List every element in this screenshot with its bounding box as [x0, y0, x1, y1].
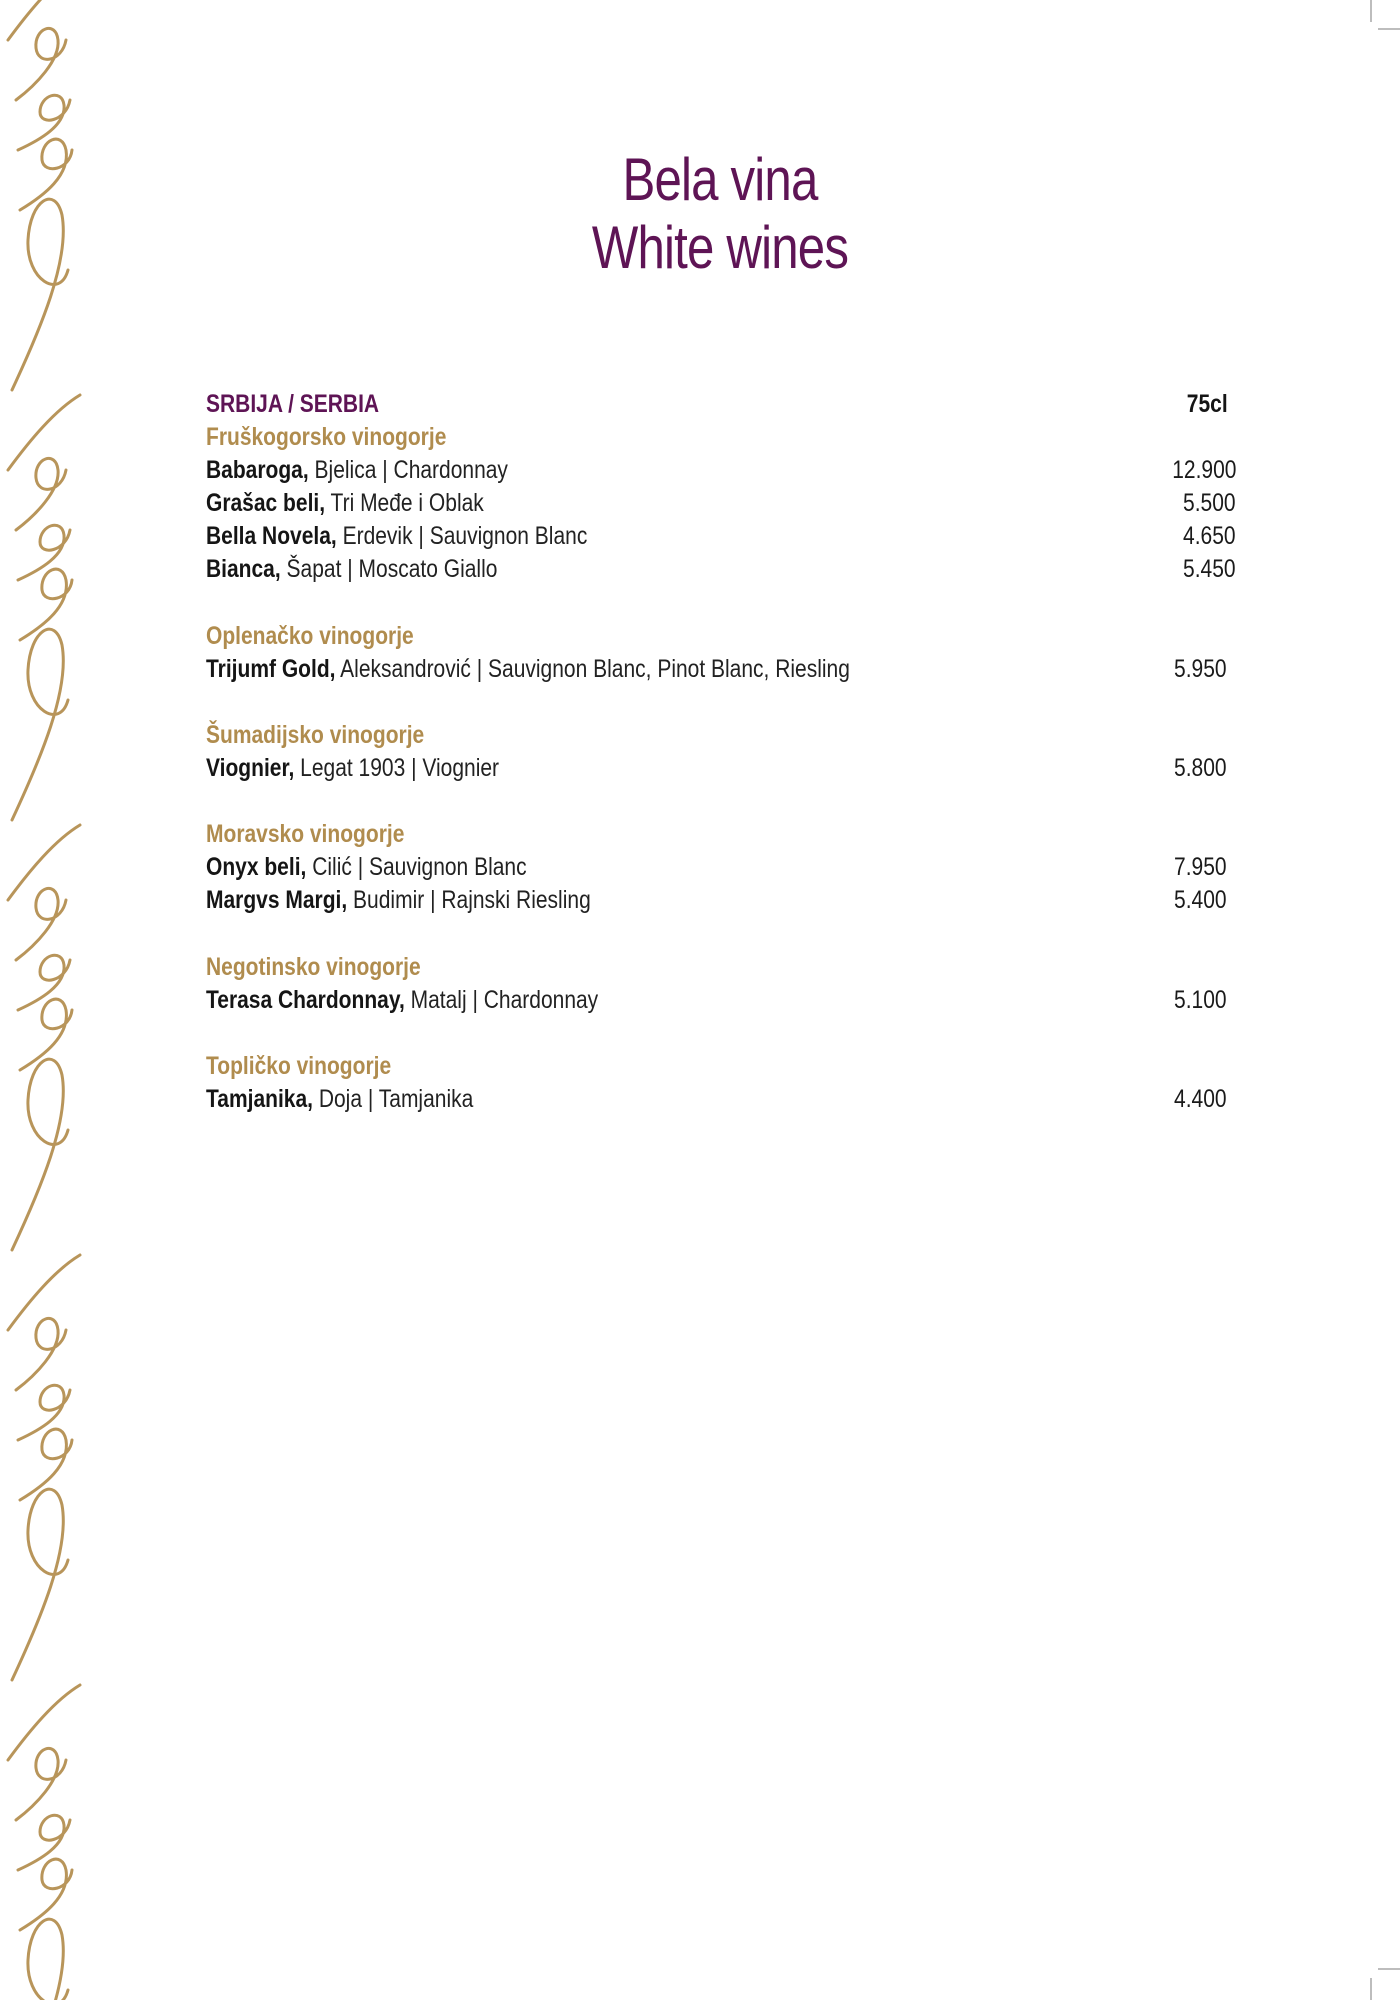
region-heading [206, 951, 1236, 983]
wine-producer-grape: Legat 1903 | Viognier [294, 754, 500, 782]
script-stroke [12, 629, 68, 820]
script-signature-pattern [0, 0, 95, 2000]
wine-description [206, 851, 527, 883]
bottle-size-label: 75cl [1187, 390, 1228, 418]
region-name: Fruškogorsko vinogorje [206, 423, 447, 451]
script-stroke [12, 199, 68, 390]
region-name: Oplenačko vinogorje [206, 622, 414, 650]
decorative-script-stripe [0, 0, 95, 2000]
wine-name: Trijumf Gold, [206, 655, 336, 683]
script-stroke [16, 458, 66, 530]
region-name: Moravsko vinogorje [206, 820, 405, 848]
script-stroke [16, 1748, 66, 1820]
wine-description [206, 884, 591, 916]
wine-price: 7.950 [1174, 853, 1227, 881]
wine-price: 5.450 [1183, 555, 1236, 583]
wine-price: 5.800 [1174, 754, 1227, 782]
wine-producer-grape: Aleksandrović | Sauvignon Blanc, Pinot Blanc, Riesling [335, 655, 850, 683]
region-heading [206, 421, 1236, 453]
page-title [540, 146, 901, 282]
region-name: Topličko vinogorje [206, 1052, 392, 1080]
script-stroke [12, 1059, 68, 1250]
title-line-serbian: Bela vina [622, 146, 818, 213]
wine-description [206, 520, 587, 552]
region-heading [206, 818, 1236, 850]
title-line-english: White wines [591, 214, 849, 281]
wine-row [206, 984, 1227, 1016]
region-name: Šumadijsko vinogorje [206, 721, 425, 749]
region-heading [206, 620, 1236, 652]
wine-row [206, 553, 1236, 585]
wine-description [206, 553, 497, 585]
crop-mark-top-vertical [1370, 0, 1372, 22]
wine-price: 4.650 [1183, 522, 1236, 550]
script-stroke [8, 0, 80, 40]
wine-name: Grašac beli, [206, 489, 326, 517]
wine-row [206, 752, 1227, 784]
country-label: SRBIJA / SERBIA [206, 390, 380, 418]
script-stroke [16, 1318, 66, 1390]
wine-name: Babaroga, [206, 456, 309, 484]
wine-row [206, 884, 1227, 916]
wine-name: Terasa Chardonnay, [206, 986, 405, 1014]
wine-producer-grape: Bjelica | Chardonnay [308, 456, 508, 484]
region-heading [206, 719, 1236, 751]
wine-price: 5.500 [1183, 489, 1236, 517]
wine-name: Onyx beli, [206, 853, 307, 881]
wine-row [206, 487, 1236, 519]
wine-row [206, 454, 1236, 486]
wine-producer-grape: Cilić | Sauvignon Blanc [306, 853, 527, 881]
wine-name: Margvs Margi, [206, 886, 348, 914]
country-header [206, 388, 1236, 420]
wine-description [206, 487, 484, 519]
wine-row [206, 851, 1227, 883]
script-stroke [16, 28, 66, 100]
wine-producer-grape: Matalj | Chardonnay [404, 986, 599, 1014]
wine-name: Tamjanika, [206, 1085, 313, 1113]
wine-producer-grape: Budimir | Rajnski Riesling [347, 886, 591, 914]
wine-price: 5.400 [1174, 886, 1227, 914]
crop-mark-bottom-vertical [1370, 1978, 1372, 2000]
wine-description [206, 653, 850, 685]
region-name: Negotinsko vinogorje [206, 953, 421, 981]
wine-price: 5.100 [1174, 986, 1227, 1014]
wine-name: Bella Novela, [206, 522, 337, 550]
crop-mark-bottom-horizontal [1378, 1968, 1400, 1970]
wine-row [206, 1083, 1227, 1115]
wine-row [206, 653, 1227, 685]
wine-producer-grape: Erdevik | Sauvignon Blanc [336, 522, 588, 550]
crop-mark-top-horizontal [1378, 28, 1400, 30]
script-stroke [12, 1489, 68, 1680]
wine-producer-grape: Doja | Tamjanika [312, 1085, 474, 1113]
wine-producer-grape: Šapat | Moscato Giallo [280, 555, 498, 583]
wine-price: 5.950 [1174, 655, 1227, 683]
wine-description [206, 1083, 473, 1115]
region-heading [206, 1050, 1236, 1082]
script-stroke [16, 888, 66, 960]
wine-description [206, 454, 508, 486]
wine-row [206, 520, 1236, 552]
wine-producer-grape: Tri Međe i Oblak [325, 489, 484, 517]
wine-name: Viognier, [206, 754, 295, 782]
wine-name: Bianca, [206, 555, 281, 583]
wine-description [206, 752, 499, 784]
wine-description [206, 984, 598, 1016]
wine-price: 4.400 [1174, 1085, 1227, 1113]
wine-price: 12.900 [1171, 456, 1236, 484]
